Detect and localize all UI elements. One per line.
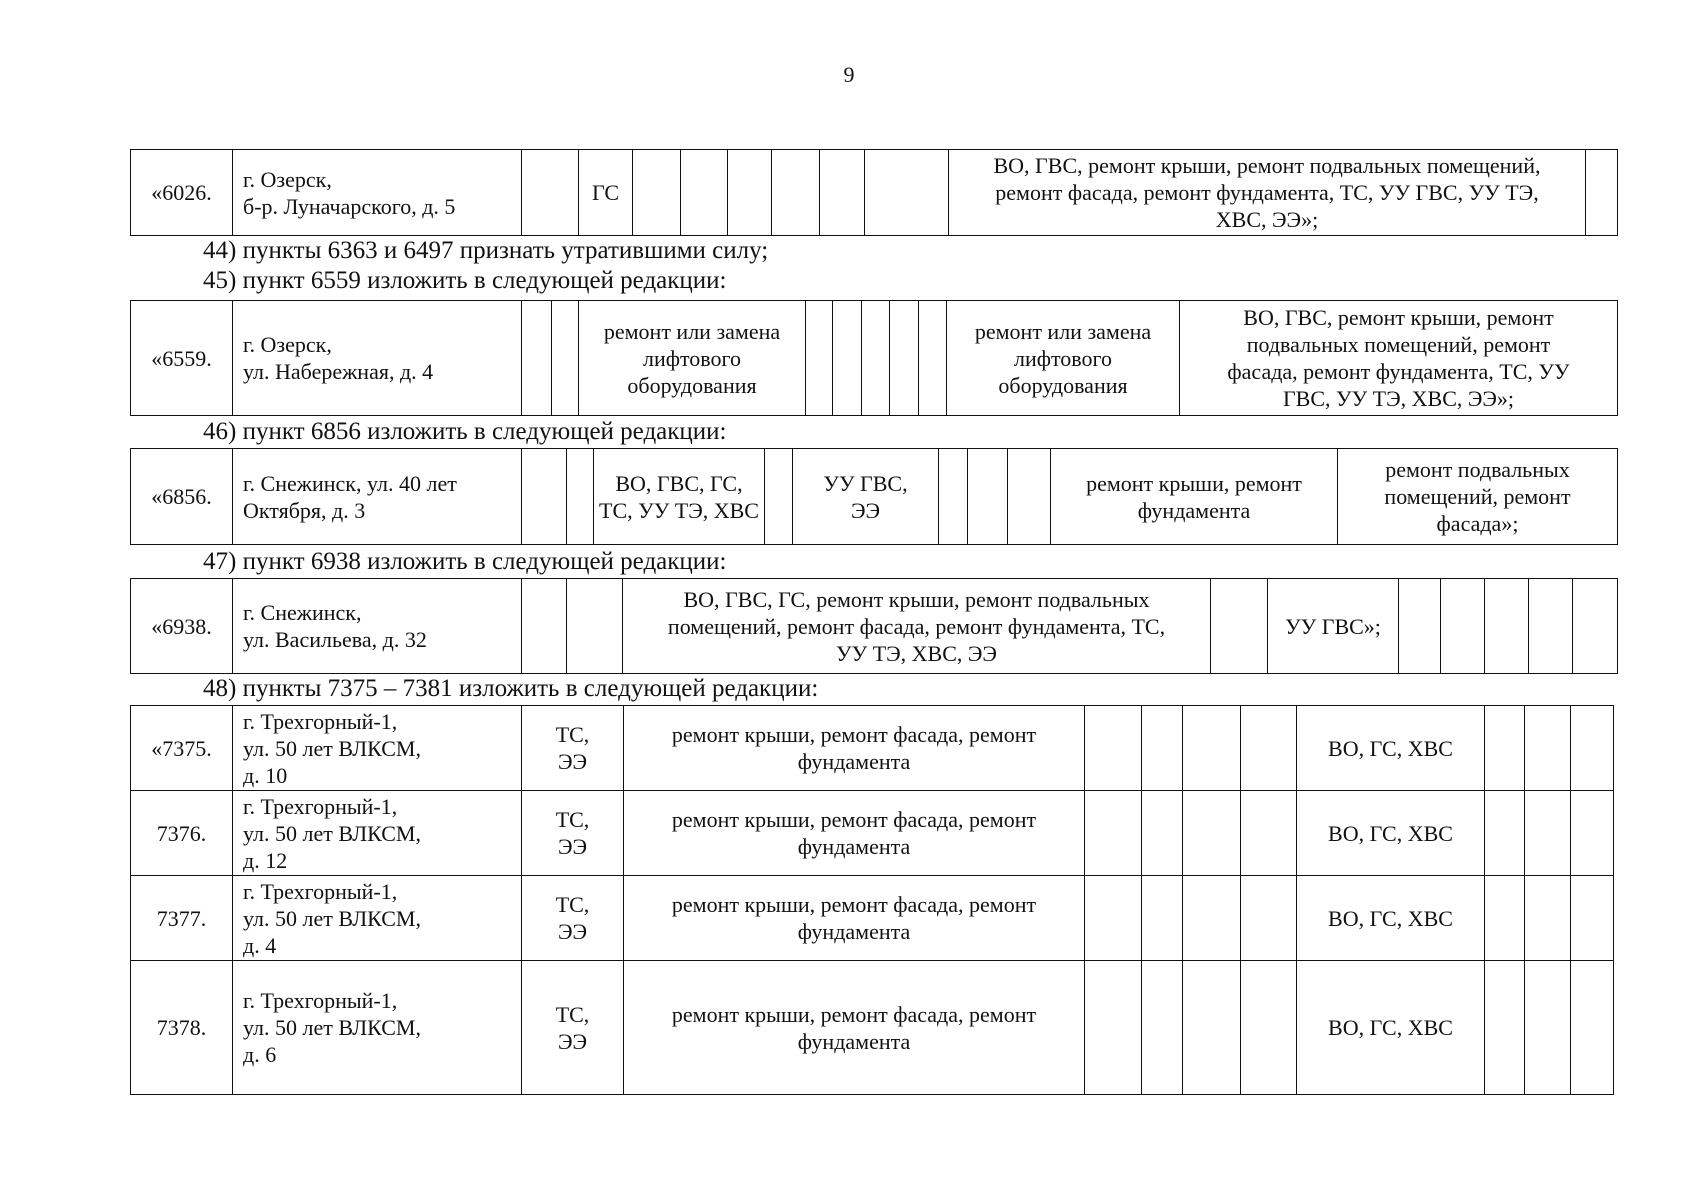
cell bbox=[567, 579, 623, 674]
cell bbox=[865, 150, 949, 236]
cell bbox=[1183, 876, 1241, 961]
item-number: 7378. bbox=[131, 961, 233, 1095]
works-cell: ТС, ЭЭ bbox=[522, 961, 624, 1095]
cell bbox=[1241, 961, 1297, 1095]
works-cell: ВО, ГВС, ГС, ремонт крыши, ремонт подвальных помещений, ремонт фасада, ремонт фундамента, ТС, УУ ТЭ, ХВС, ЭЭ bbox=[623, 579, 1211, 674]
cell bbox=[1183, 961, 1241, 1095]
cell bbox=[1525, 706, 1571, 791]
cell bbox=[1441, 579, 1485, 674]
cell bbox=[1183, 706, 1241, 791]
instruction-47: 47) пункт 6938 изложить в следующей редакции: bbox=[203, 548, 727, 575]
cell bbox=[1573, 579, 1618, 674]
works-cell: ВО, ГС, ХВС bbox=[1297, 961, 1485, 1095]
cell bbox=[633, 150, 681, 236]
address-cell: г. Снежинск, ул. 40 лет Октября, д. 3 bbox=[233, 449, 522, 545]
cell bbox=[1085, 706, 1142, 791]
cell bbox=[1529, 579, 1573, 674]
table-6026 bbox=[130, 149, 1618, 236]
works-cell: ТС, ЭЭ bbox=[522, 791, 624, 876]
table-row bbox=[131, 449, 1618, 545]
instruction-48: 48) пункты 7375 – 7381 изложить в следующей редакции: bbox=[203, 675, 819, 702]
cell bbox=[552, 301, 579, 416]
cell bbox=[1485, 706, 1525, 791]
cell bbox=[1586, 150, 1618, 236]
cell bbox=[1142, 961, 1183, 1095]
item-number: «6559. bbox=[131, 301, 233, 416]
table-row bbox=[131, 150, 1618, 236]
works-cell: ВО, ГВС, ремонт крыши, ремонт подвальных помещений, ремонт фасада, ремонт фундамента, ТС, УУ ГВС, УУ ТЭ, ХВС, ЭЭ»; bbox=[1180, 301, 1618, 416]
cell bbox=[919, 301, 947, 416]
cell: ГС bbox=[579, 150, 633, 236]
cell bbox=[1241, 876, 1297, 961]
table-7375 bbox=[130, 705, 1614, 1095]
item-number: «6856. bbox=[131, 449, 233, 545]
table-row bbox=[131, 791, 1614, 876]
cell bbox=[1085, 961, 1142, 1095]
cell bbox=[728, 150, 772, 236]
cell bbox=[862, 301, 890, 416]
item-number: 7377. bbox=[131, 876, 233, 961]
table-row bbox=[131, 961, 1614, 1095]
cell bbox=[1142, 876, 1183, 961]
cell bbox=[1525, 791, 1571, 876]
works-cell: ВО, ГС, ХВС bbox=[1297, 876, 1485, 961]
address-cell: г. Трехгорный-1, ул. 50 лет ВЛКСМ, д. 6 bbox=[233, 961, 522, 1095]
table-row bbox=[131, 579, 1618, 674]
instruction-46: 46) пункт 6856 изложить в следующей редакции: bbox=[203, 418, 727, 445]
works-cell: ремонт или замена лифтового оборудования bbox=[579, 301, 806, 416]
cell bbox=[522, 150, 579, 236]
works-cell: ремонт крыши, ремонт фундамента bbox=[1051, 449, 1338, 545]
cell bbox=[1211, 579, 1268, 674]
cell bbox=[1142, 706, 1183, 791]
works-cell: ремонт или замена лифтового оборудования bbox=[947, 301, 1180, 416]
address-cell: г. Трехгорный-1, ул. 50 лет ВЛКСМ, д. 10 bbox=[233, 706, 522, 791]
cell bbox=[1485, 579, 1529, 674]
cell bbox=[522, 579, 567, 674]
works-cell: ремонт крыши, ремонт фасада, ремонт фундамента bbox=[624, 876, 1085, 961]
works-cell: ТС, ЭЭ bbox=[522, 876, 624, 961]
table-row bbox=[131, 301, 1618, 416]
cell bbox=[1571, 791, 1614, 876]
cell bbox=[681, 150, 728, 236]
cell bbox=[968, 449, 1008, 545]
cell bbox=[1142, 791, 1183, 876]
cell bbox=[939, 449, 968, 545]
cell bbox=[772, 150, 820, 236]
address-cell: г. Озерск, ул. Набережная, д. 4 bbox=[233, 301, 522, 416]
cell bbox=[890, 301, 919, 416]
works-cell: УУ ГВС»; bbox=[1268, 579, 1399, 674]
works-cell: ВО, ГС, ХВС bbox=[1297, 791, 1485, 876]
address-cell: г. Трехгорный-1, ул. 50 лет ВЛКСМ, д. 12 bbox=[233, 791, 522, 876]
address-cell: г. Трехгорный-1, ул. 50 лет ВЛКСМ, д. 4 bbox=[233, 876, 522, 961]
cell bbox=[567, 449, 594, 545]
instruction-45: 45) пункт 6559 изложить в следующей редакции: bbox=[203, 267, 727, 294]
page-number: 9 bbox=[843, 62, 855, 87]
table-6856 bbox=[130, 448, 1618, 545]
cell bbox=[1571, 961, 1614, 1095]
item-number: 7376. bbox=[131, 791, 233, 876]
cell bbox=[765, 449, 793, 545]
cell bbox=[1485, 876, 1525, 961]
cell bbox=[1525, 961, 1571, 1095]
cell bbox=[1571, 706, 1614, 791]
cell bbox=[1085, 876, 1142, 961]
address-cell: г. Снежинск, ул. Васильева, д. 32 bbox=[233, 579, 522, 674]
address-cell: г. Озерск, б-р. Луначарского, д. 5 bbox=[233, 150, 522, 236]
cell bbox=[522, 301, 552, 416]
cell bbox=[1183, 791, 1241, 876]
cell bbox=[1399, 579, 1441, 674]
cell bbox=[1241, 706, 1297, 791]
works-cell: ремонт подвальных помещений, ремонт фасада»; bbox=[1338, 449, 1618, 545]
cell bbox=[1525, 876, 1571, 961]
item-number: «6938. bbox=[131, 579, 233, 674]
cell bbox=[522, 449, 567, 545]
cell bbox=[1485, 961, 1525, 1095]
cell bbox=[1485, 791, 1525, 876]
works-cell: ТС, ЭЭ bbox=[522, 706, 624, 791]
works-cell: ремонт крыши, ремонт фасада, ремонт фундамента bbox=[624, 961, 1085, 1095]
works-cell: ВО, ГВС, ГС, ТС, УУ ТЭ, ХВС bbox=[594, 449, 765, 545]
cell bbox=[806, 301, 833, 416]
works-cell: УУ ГВС, ЭЭ bbox=[793, 449, 939, 545]
works-cell: ВО, ГС, ХВС bbox=[1297, 706, 1485, 791]
works-cell: ремонт крыши, ремонт фасада, ремонт фундамента bbox=[624, 706, 1085, 791]
instruction-44: 44) пункты 6363 и 6497 признать утратившими силу; bbox=[203, 237, 769, 264]
item-number: «6026. bbox=[131, 150, 233, 236]
cell bbox=[833, 301, 862, 416]
works-cell: ремонт крыши, ремонт фасада, ремонт фундамента bbox=[624, 791, 1085, 876]
table-6559 bbox=[130, 300, 1618, 416]
works-cell: ВО, ГВС, ремонт крыши, ремонт подвальных помещений, ремонт фасада, ремонт фундамента, ТС, УУ ГВС, УУ ТЭ, ХВС, ЭЭ»; bbox=[949, 150, 1586, 236]
item-number: «7375. bbox=[131, 706, 233, 791]
table-row bbox=[131, 876, 1614, 961]
table-row bbox=[131, 706, 1614, 791]
cell bbox=[1571, 876, 1614, 961]
table-6938 bbox=[130, 578, 1618, 674]
cell bbox=[820, 150, 865, 236]
cell bbox=[1008, 449, 1051, 545]
cell bbox=[1085, 791, 1142, 876]
cell bbox=[1241, 791, 1297, 876]
